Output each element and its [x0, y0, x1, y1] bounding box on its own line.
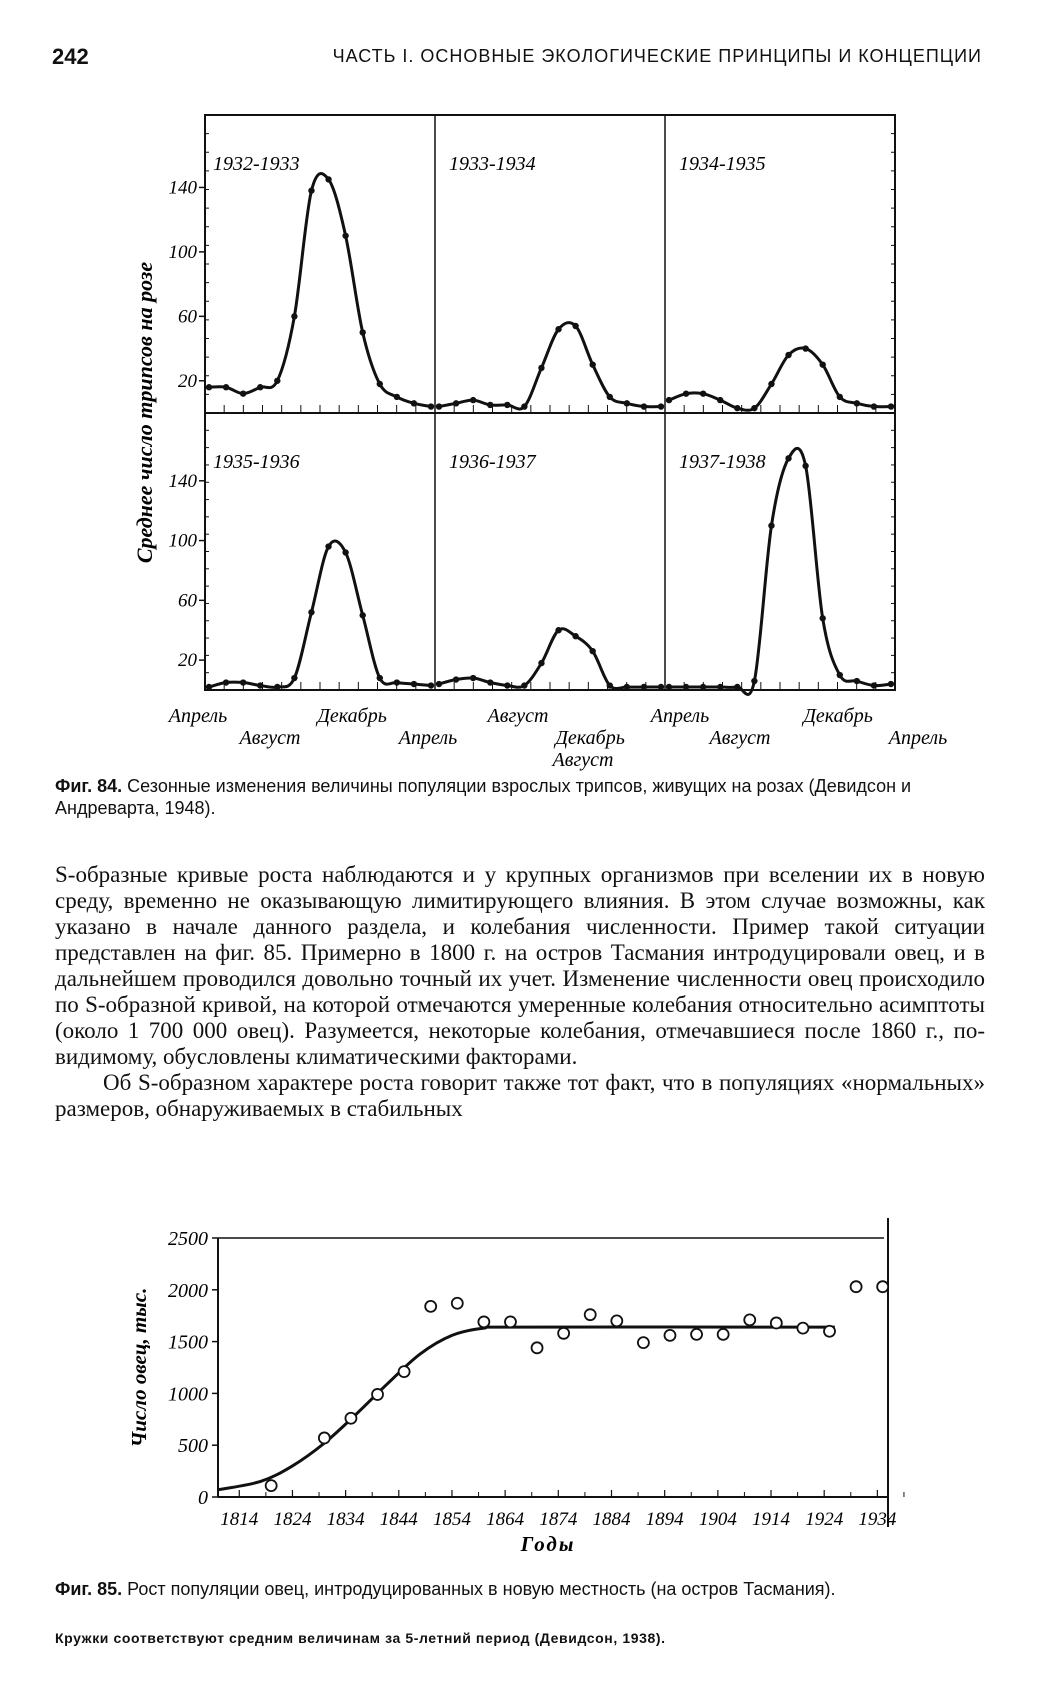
fig84-data-point — [453, 676, 459, 682]
fig84-ytick-label: 20 — [178, 370, 197, 392]
fig84-data-point — [470, 675, 476, 681]
fig85-data-point — [771, 1317, 782, 1328]
fig85-xtick-label: 1814 — [220, 1509, 259, 1530]
fig85-ytick-label: 2000 — [168, 1279, 208, 1302]
fig84-data-point — [308, 187, 314, 193]
fig84-data-point — [871, 682, 877, 688]
fig84-ytick-label: 100 — [168, 530, 197, 552]
fig84-data-point — [274, 378, 280, 384]
fig85-data-point — [345, 1413, 356, 1424]
fig84-data-point — [411, 681, 417, 687]
fig84-data-point — [240, 390, 246, 396]
fig85-data-point — [266, 1480, 277, 1491]
fig84-data-point — [377, 675, 383, 681]
fig85-data-point — [478, 1316, 489, 1327]
fig84-data-point — [487, 679, 493, 685]
fig85-xtick-label: 1924 — [805, 1509, 844, 1530]
paragraph-1: S-образные кривые роста наблюдаются и у крупных организмов при вселении их в новую среду, временно не оказывающую лимитирующего влияния. В этом случае возможны, как указано в начале данного раздела, и колебания численности. Пример такой ситуации представлен на фиг. 85. Примерно в 1800 г. на остров Тасмания интродуцировали овец, и в дальнейшем проводился довольно точный их учет. Изменение численности овец происходило по S-образной кривой, на которой отмечаются умеренные колебания относительно асимптоты (около 1 700 000 овец). Разумеется, некоторые колебания, отмечавшиеся после 1860 г., по-видимому, обусловлены климатическими факторами. — [55, 862, 985, 1069]
fig84-data-point — [428, 403, 434, 409]
fig84-data-point — [572, 323, 578, 329]
fig84-data-point — [768, 381, 774, 387]
fig85-data-point — [425, 1301, 436, 1312]
fig84-data-point — [785, 455, 791, 461]
fig84-data-point — [257, 682, 263, 688]
fig84-x-label: Декабрь — [317, 705, 387, 727]
fig84-data-point — [837, 672, 843, 678]
fig84-data-point — [641, 403, 647, 409]
fig85-data-point — [372, 1389, 383, 1400]
fig85-data-point — [851, 1281, 862, 1292]
figure-84-caption-text: Сезонные изменения величины популяции взрослых трипсов, живущих на розах (Девидсон и Андреварта, 1948). — [55, 776, 912, 818]
figure-85-caption-text: Рост популяции овец, интродуцированных в новую местность (на остров Тасмания). — [127, 1579, 836, 1599]
fig85-xtick-label: 1824 — [273, 1509, 312, 1530]
fig84-data-point — [206, 384, 212, 390]
fig84-data-point — [871, 403, 877, 409]
fig84-data-point — [624, 400, 630, 406]
fig85-xtick-label: 1894 — [645, 1509, 684, 1530]
fig84-data-point — [607, 394, 613, 400]
fig84-data-point — [854, 678, 860, 684]
fig84-data-point — [436, 403, 442, 409]
fig85-xtick-label: 1934 — [858, 1509, 897, 1530]
fig84-data-point — [342, 549, 348, 555]
fig84-ytick-label: 100 — [168, 241, 197, 263]
fig84-x-label: Август — [552, 749, 614, 771]
fig85-xtick-label: 1884 — [592, 1509, 631, 1530]
fig84-data-point — [240, 679, 246, 685]
fig84-data-point — [572, 633, 578, 639]
fig84-data-point — [291, 313, 297, 319]
fig84-data-point — [683, 684, 689, 690]
fig85-data-point — [399, 1366, 410, 1377]
fig85-data-point — [532, 1342, 543, 1353]
fig84-data-point — [751, 678, 757, 684]
figure-84-chart — [0, 100, 1038, 771]
fig84-data-point — [394, 394, 400, 400]
fig84-season-label: 1933-1934 — [449, 153, 536, 175]
fig84-data-point — [291, 675, 297, 681]
fig84-data-point — [223, 384, 229, 390]
fig84-data-point — [325, 543, 331, 549]
fig85-x-axis-label: Годы — [520, 1532, 576, 1556]
fig85-ytick-label: 0 — [198, 1487, 208, 1509]
fig84-data-point — [274, 684, 280, 690]
fig84-data-point — [555, 627, 561, 633]
fig85-fitted-curve — [218, 1327, 835, 1490]
fig85-xtick-label: 1834 — [326, 1509, 365, 1530]
page-header — [52, 44, 982, 74]
fig84-data-point — [802, 463, 808, 469]
fig85-xtick-label: 1874 — [539, 1509, 578, 1530]
fig85-ytick-label: 500 — [178, 1435, 208, 1458]
fig84-x-label: Декабрь — [555, 727, 625, 749]
fig84-data-point — [308, 609, 314, 615]
fig84-x-label: Апрель — [650, 705, 710, 727]
fig84-data-point — [589, 648, 595, 654]
fig85-data-point — [691, 1329, 702, 1340]
fig84-ytick-label: 140 — [168, 177, 197, 199]
figure-85-chart — [0, 1210, 1038, 1556]
fig84-data-point — [411, 400, 417, 406]
fig85-data-point — [824, 1326, 835, 1337]
figure-84-caption — [55, 775, 985, 819]
fig85-data-point — [664, 1330, 675, 1341]
fig84-data-point — [624, 684, 630, 690]
fig85-data-point — [638, 1337, 649, 1348]
fig84-data-point — [325, 176, 331, 182]
fig85-data-point — [558, 1328, 569, 1339]
page-number: 242 — [52, 44, 89, 69]
fig84-season-label: 1937-1938 — [679, 451, 766, 473]
fig85-xtick-label: 1864 — [486, 1509, 525, 1530]
fig84-data-point — [538, 365, 544, 371]
fig84-data-point — [487, 402, 493, 408]
fig85-xtick-label: 1844 — [379, 1509, 418, 1530]
fig84-data-point — [819, 361, 825, 367]
running-head: ЧАСТЬ I. ОСНОВНЫЕ ЭКОЛОГИЧЕСКИЕ ПРИНЦИПЫ И КОНЦЕПЦИИ — [332, 46, 982, 66]
fig84-data-point — [854, 400, 860, 406]
fig84-data-point — [700, 390, 706, 396]
fig85-data-point — [797, 1323, 808, 1334]
fig84-y-axis-label: Среднее число трипсов на розе — [132, 261, 157, 564]
fig84-data-point — [428, 682, 434, 688]
fig84-series-line — [439, 323, 661, 409]
fig84-series-line — [669, 448, 891, 694]
fig84-x-label: Август — [239, 727, 301, 749]
fig84-ytick-label: 20 — [178, 650, 197, 672]
fig85-data-point — [744, 1314, 755, 1325]
fig84-data-point — [888, 403, 894, 409]
fig84-data-point — [666, 397, 672, 403]
fig84-data-point — [504, 402, 510, 408]
fig84-season-label: 1936-1937 — [449, 451, 536, 473]
fig84-season-label: 1934-1935 — [679, 153, 766, 175]
fig85-xtick-label: 1854 — [432, 1509, 471, 1530]
fig85-data-point — [319, 1432, 330, 1443]
fig84-data-point — [734, 684, 740, 690]
fig84-data-point — [470, 397, 476, 403]
fig85-data-point — [505, 1316, 516, 1327]
fig84-data-point — [555, 326, 561, 332]
fig84-data-point — [700, 684, 706, 690]
figure-85-note: Кружки соответствуют средним величинам за 5-летний период (Девидсон, 1938). — [55, 1630, 666, 1646]
fig85-xtick-label: 1914 — [752, 1509, 791, 1530]
fig85-y-axis-label: Число овец, тыс. — [127, 1287, 151, 1448]
fig84-data-point — [768, 522, 774, 528]
fig84-data-point — [589, 361, 595, 367]
fig85-ytick-label: 1500 — [168, 1331, 208, 1354]
fig84-data-point — [257, 384, 263, 390]
fig85-ytick-label: 1000 — [168, 1383, 208, 1406]
fig84-ytick-label: 60 — [178, 590, 197, 612]
fig84-data-point — [521, 403, 527, 409]
fig84-data-point — [785, 352, 791, 358]
fig85-data-point — [611, 1315, 622, 1326]
figure-85-label: Фиг. 85. — [55, 1579, 123, 1599]
fig84-data-point — [504, 682, 510, 688]
fig84-x-label: Август — [487, 705, 549, 727]
body-text — [55, 862, 985, 1122]
fig84-data-point — [802, 345, 808, 351]
fig84-data-point — [751, 405, 757, 411]
fig84-data-point — [717, 684, 723, 690]
fig85-data-point — [585, 1309, 596, 1320]
fig84-data-point — [377, 381, 383, 387]
fig84-data-point — [717, 397, 723, 403]
fig84-data-point — [436, 681, 442, 687]
fig84-data-point — [658, 684, 664, 690]
fig84-series-line — [209, 541, 431, 687]
fig84-data-point — [206, 684, 212, 690]
fig85-data-point — [452, 1298, 463, 1309]
fig85-data-point — [718, 1329, 729, 1340]
fig84-data-point — [538, 660, 544, 666]
fig84-data-point — [394, 679, 400, 685]
fig84-data-point — [819, 615, 825, 621]
fig84-season-label: 1932-1933 — [213, 153, 300, 175]
fig84-data-point — [359, 329, 365, 335]
paragraph-2: Об S-образном характере роста говорит также тот факт, что в популяциях «нормальных» размеров, обнаруживаемых в стабильных — [55, 1070, 985, 1121]
fig84-data-point — [223, 679, 229, 685]
fig84-x-label: Апрель — [168, 705, 228, 727]
fig84-data-point — [658, 403, 664, 409]
figure-85-caption — [55, 1578, 985, 1600]
fig84-x-label: Апрель — [888, 727, 948, 749]
fig84-data-point — [734, 405, 740, 411]
fig84-season-label: 1935-1936 — [213, 451, 300, 473]
fig84-x-label: Август — [709, 727, 771, 749]
fig84-ytick-label: 140 — [168, 470, 197, 492]
fig84-data-point — [453, 400, 459, 406]
fig84-data-point — [641, 684, 647, 690]
figure-84-label: Фиг. 84. — [55, 776, 123, 796]
fig84-data-point — [521, 682, 527, 688]
fig84-x-label: Апрель — [398, 727, 458, 749]
fig84-data-point — [607, 682, 613, 688]
fig85-data-point — [877, 1281, 888, 1292]
fig84-data-point — [837, 394, 843, 400]
fig84-data-point — [888, 681, 894, 687]
fig84-data-point — [683, 390, 689, 396]
fig84-ytick-label: 60 — [178, 306, 197, 328]
fig84-x-label: Декабрь — [803, 705, 873, 727]
fig84-data-point — [666, 684, 672, 690]
fig84-series-line — [209, 173, 431, 406]
fig84-data-point — [359, 612, 365, 618]
fig84-data-point — [342, 233, 348, 239]
fig85-xtick-label: 1904 — [698, 1509, 737, 1530]
fig85-ytick-label: 2500 — [168, 1228, 208, 1250]
